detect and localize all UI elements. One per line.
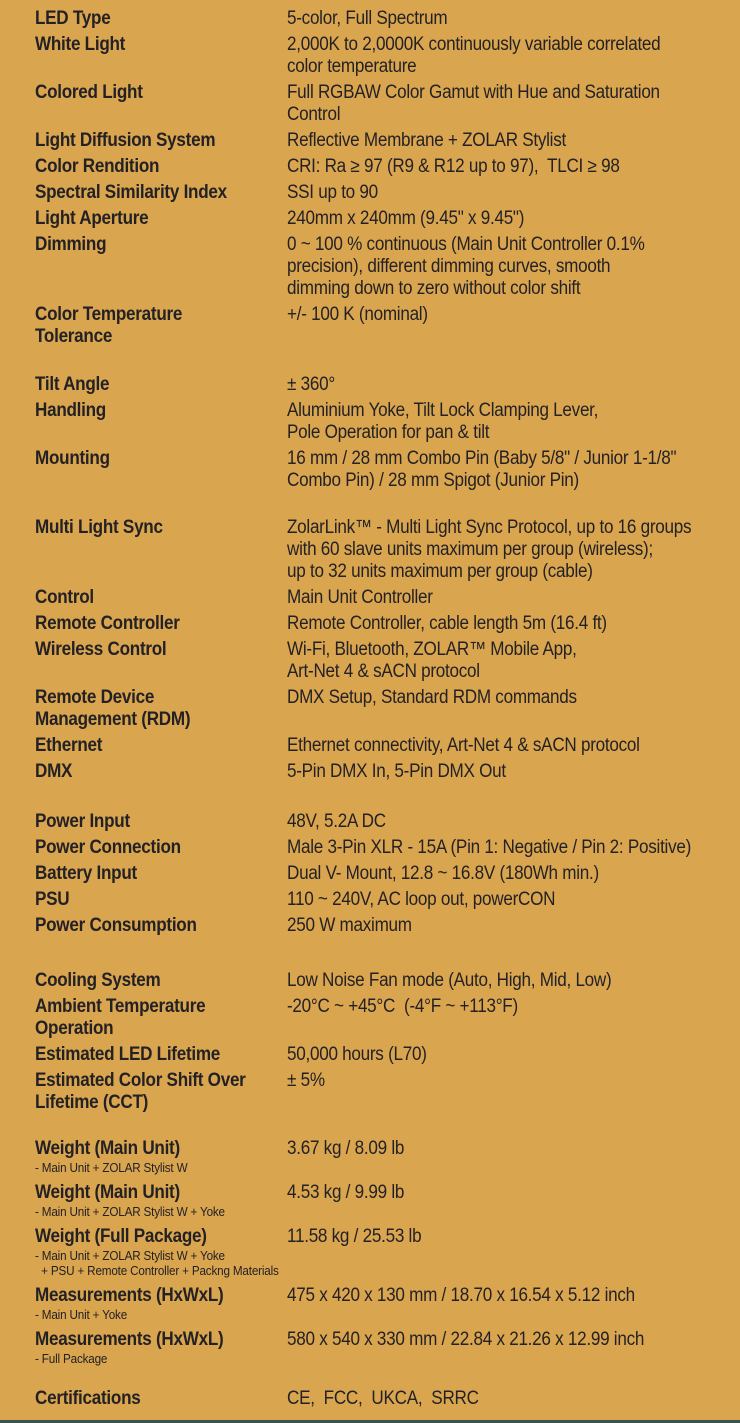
spec-row (35, 1138, 740, 1175)
spec-label-line: Colored Light (35, 82, 143, 103)
spec-label-line: Weight (Main Unit) (35, 1182, 180, 1203)
spec-value-line: Combo Pin) / 28 mm Spigot (Junior Pin) (287, 470, 579, 491)
spec-value-cell (287, 1329, 740, 1351)
spec-value-line: Male 3-Pin XLR - 15A (Pin 1: Negative / Pin 2: Positive) (287, 837, 692, 858)
spec-row (35, 1388, 740, 1410)
spec-label-line: White Light (35, 34, 126, 55)
spec-label-line: DMX (35, 761, 73, 782)
spec-label-line: Power Consumption (35, 915, 197, 936)
spec-group-physical (35, 1138, 740, 1366)
spec-value-cell (287, 889, 740, 911)
spec-row (35, 837, 740, 859)
spec-value-line: Wi-Fi, Bluetooth, ZOLAR™ Mobile App, (287, 639, 577, 660)
spec-label-cell (35, 889, 287, 911)
spec-value-line: CRI: Ra ≥ 97 (R9 & R12 up to 97), TLCI ≥ 98 (287, 156, 620, 177)
spec-label-line: Light Diffusion System (35, 130, 216, 151)
spec-label-cell (35, 82, 287, 104)
spec-label-line: PSU (35, 889, 70, 910)
spec-value-line: 2,000K to 2,0000K continuously variable correlated (287, 34, 661, 55)
spec-row (35, 234, 740, 300)
spec-label-cell (35, 761, 287, 783)
spec-value-line: color temperature (287, 56, 417, 77)
spec-row (35, 639, 740, 683)
spec-value-line: Main Unit Controller (287, 587, 433, 608)
spec-value-cell (287, 587, 740, 609)
spec-label-line: Tolerance (35, 326, 113, 347)
spec-label-cell (35, 1388, 287, 1410)
spec-row (35, 82, 740, 126)
spec-value-cell (287, 613, 740, 635)
spec-value-line: 16 mm / 28 mm Combo Pin (Baby 5/8" / Junior 1-1/8" (287, 448, 677, 469)
spec-row (35, 761, 740, 783)
spec-note-line: - Main Unit + Yoke (35, 1307, 128, 1322)
spec-label-cell (35, 1285, 287, 1322)
spec-value-line: 0 ~ 100 % continuous (Main Unit Controller 0.1% (287, 234, 645, 255)
spec-row (35, 182, 740, 204)
spec-value-cell (287, 639, 740, 683)
spec-value-line: Ethernet connectivity, Art-Net 4 & sACN protocol (287, 735, 640, 756)
spec-group-mechanical (35, 374, 740, 492)
spec-value-cell (287, 1138, 740, 1160)
spec-label-line: Multi Light Sync (35, 517, 163, 538)
spec-label-cell (35, 156, 287, 178)
spec-label-line: Estimated LED Lifetime (35, 1044, 221, 1065)
spec-group-control (35, 517, 740, 783)
spec-row (35, 34, 740, 78)
spec-group-light (35, 8, 740, 348)
spec-label-cell (35, 735, 287, 757)
spec-label-line: Remote Controller (35, 613, 180, 634)
spec-value-cell (287, 915, 740, 937)
spec-value-line: 580 x 540 x 330 mm / 22.84 x 21.26 x 12.99 inch (287, 1329, 645, 1350)
spec-value-cell (287, 182, 740, 204)
spec-value-cell (287, 837, 740, 859)
spec-value-line: ± 360° (287, 374, 335, 395)
spec-value-line: Full RGBAW Color Gamut with Hue and Saturation (287, 82, 660, 103)
spec-label-line: Battery Input (35, 863, 137, 884)
spec-label-line: Measurements (HxWxL) (35, 1285, 224, 1306)
spec-value-line: Remote Controller, cable length 5m (16.4 ft) (287, 613, 607, 634)
spec-group-thermal (35, 970, 740, 1114)
spec-row (35, 130, 740, 152)
spec-label-line: Remote Device (35, 687, 155, 708)
spec-label-cell (35, 1044, 287, 1066)
spec-label-cell (35, 1070, 287, 1114)
spec-value-cell (287, 1226, 740, 1248)
spec-label-line: LED Type (35, 8, 111, 29)
spec-label-line: Tilt Angle (35, 374, 110, 395)
spec-value-cell (287, 1070, 740, 1092)
spec-value-line: +/- 100 K (nominal) (287, 304, 428, 325)
spec-label-cell (35, 970, 287, 992)
spec-label-line: Light Aperture (35, 208, 149, 229)
spec-label-line: Power Input (35, 811, 130, 832)
spec-label-cell (35, 304, 287, 348)
spec-label-line: Control (35, 587, 94, 608)
spec-label-cell (35, 182, 287, 204)
spec-value-cell (287, 687, 740, 709)
spec-label-cell (35, 400, 287, 422)
spec-value-line: 3.67 kg / 8.09 lb (287, 1138, 405, 1159)
spec-row (35, 811, 740, 833)
spec-row (35, 915, 740, 937)
spec-value-line: DMX Setup, Standard RDM commands (287, 687, 577, 708)
spec-value-line: 110 ~ 240V, AC loop out, powerCON (287, 889, 556, 910)
spec-label-cell (35, 811, 287, 833)
spec-value-cell (287, 996, 740, 1018)
spec-value-cell (287, 970, 740, 992)
spec-row (35, 889, 740, 911)
spec-label-cell (35, 448, 287, 470)
spec-label-cell (35, 1138, 287, 1175)
spec-row (35, 8, 740, 30)
spec-value-cell (287, 234, 740, 300)
spec-row (35, 1329, 740, 1366)
spec-label-cell (35, 863, 287, 885)
spec-label-line: Weight (Full Package) (35, 1226, 207, 1247)
spec-value-cell (287, 156, 740, 178)
spec-note-line: + PSU + Remote Controller + Packng Materials (35, 1263, 279, 1278)
spec-label-line: Operation (35, 1018, 114, 1039)
spec-row (35, 400, 740, 444)
spec-label-line: Ambient Temperature (35, 996, 206, 1017)
spec-value-cell (287, 1285, 740, 1307)
spec-value-line: Control (287, 104, 341, 125)
spec-group-power (35, 811, 740, 937)
spec-row (35, 970, 740, 992)
spec-value-cell (287, 811, 740, 833)
spec-value-line: Aluminium Yoke, Tilt Lock Clamping Lever, (287, 400, 599, 421)
spec-label-cell (35, 613, 287, 635)
spec-label-line: Mounting (35, 448, 110, 469)
spec-value-cell (287, 517, 740, 583)
spec-row (35, 1070, 740, 1114)
spec-row (35, 1226, 740, 1278)
spec-label-line: Color Temperature (35, 304, 183, 325)
spec-value-line: Low Noise Fan mode (Auto, High, Mid, Low) (287, 970, 612, 991)
spec-row (35, 304, 740, 348)
spec-label-line: Handling (35, 400, 106, 421)
spec-value-line: Dual V- Mount, 12.8 ~ 16.8V (180Wh min.) (287, 863, 599, 884)
spec-row (35, 448, 740, 492)
spec-value-cell (287, 1044, 740, 1066)
spec-label-cell (35, 587, 287, 609)
spec-value-line: 475 x 420 x 130 mm / 18.70 x 16.54 x 5.12 inch (287, 1285, 635, 1306)
spec-value-line: up to 32 units maximum per group (cable) (287, 561, 593, 582)
spec-row (35, 208, 740, 230)
spec-row (35, 735, 740, 757)
spec-value-cell (287, 761, 740, 783)
spec-value-line: ± 5% (287, 1070, 325, 1091)
spec-label-cell (35, 639, 287, 661)
spec-value-line: 240mm x 240mm (9.45" x 9.45") (287, 208, 525, 229)
spec-row (35, 517, 740, 583)
spec-label-cell (35, 8, 287, 30)
spec-row (35, 613, 740, 635)
spec-value-line: dimming down to zero without color shift (287, 278, 581, 299)
spec-value-line: with 60 slave units maximum per group (wireless); (287, 539, 653, 560)
spec-value-line: 4.53 kg / 9.99 lb (287, 1182, 405, 1203)
spec-label-line: Ethernet (35, 735, 103, 756)
spec-row (35, 1182, 740, 1219)
spec-note-line: - Main Unit + ZOLAR Stylist W + Yoke (35, 1248, 225, 1263)
spec-row (35, 863, 740, 885)
spec-label-cell (35, 234, 287, 256)
spec-label-cell (35, 374, 287, 396)
spec-value-line: 48V, 5.2A DC (287, 811, 386, 832)
spec-value-cell (287, 1182, 740, 1204)
spec-value-cell (287, 735, 740, 757)
spec-value-line: Pole Operation for pan & tilt (287, 422, 490, 443)
spec-label-line: Spectral Similarity Index (35, 182, 227, 203)
spec-label-cell (35, 208, 287, 230)
spec-label-cell (35, 517, 287, 539)
spec-row (35, 687, 740, 731)
spec-group-certifications (35, 1388, 740, 1410)
spec-value-cell (287, 1388, 740, 1410)
spec-label-line: Cooling System (35, 970, 161, 991)
spec-label-cell (35, 1226, 287, 1278)
spec-value-line: 250 W maximum (287, 915, 412, 936)
spec-label-cell (35, 1182, 287, 1219)
spec-note-line: - Full Package (35, 1351, 108, 1366)
spec-label-cell (35, 130, 287, 152)
spec-value-line: Reflective Membrane + ZOLAR Stylist (287, 130, 566, 151)
spec-value-line: ZolarLink™ - Multi Light Sync Protocol, up to 16 groups (287, 517, 692, 538)
spec-value-cell (287, 448, 740, 492)
spec-row (35, 156, 740, 178)
spec-label-cell (35, 996, 287, 1040)
spec-label-cell (35, 837, 287, 859)
spec-value-cell (287, 82, 740, 126)
spec-row (35, 996, 740, 1040)
spec-label-line: Certifications (35, 1388, 141, 1409)
spec-label-cell (35, 1329, 287, 1366)
spec-label-line: Measurements (HxWxL) (35, 1329, 224, 1350)
spec-value-cell (287, 863, 740, 885)
spec-value-line: 5-color, Full Spectrum (287, 8, 448, 29)
spec-label-line: Wireless Control (35, 639, 167, 660)
spec-value-cell (287, 130, 740, 152)
spec-value-cell (287, 8, 740, 30)
spec-label-line: Color Rendition (35, 156, 160, 177)
spec-label-cell (35, 915, 287, 937)
spec-label-line: Power Connection (35, 837, 181, 858)
spec-note-line: - Main Unit + ZOLAR Stylist W + Yoke (35, 1204, 225, 1219)
spec-row (35, 1285, 740, 1322)
spec-value-cell (287, 400, 740, 444)
spec-value-line: Art-Net 4 & sACN protocol (287, 661, 480, 682)
spec-value-cell (287, 304, 740, 326)
spec-value-line: precision), different dimming curves, smooth (287, 256, 611, 277)
spec-value-line: 50,000 hours (L70) (287, 1044, 427, 1065)
spec-label-cell (35, 34, 287, 56)
spec-value-line: -20°C ~ +45°C (-4°F ~ +113°F) (287, 996, 518, 1017)
spec-row (35, 374, 740, 396)
spec-label-line: Dimming (35, 234, 107, 255)
spec-label-line: Estimated Color Shift Over (35, 1070, 246, 1091)
spec-row (35, 587, 740, 609)
spec-label-line: Management (RDM) (35, 709, 191, 730)
spec-value-line: SSI up to 90 (287, 182, 378, 203)
spec-label-line: Lifetime (CCT) (35, 1092, 149, 1113)
spec-value-line: 11.58 kg / 25.53 lb (287, 1226, 422, 1247)
spec-note-line: - Main Unit + ZOLAR Stylist W (35, 1160, 188, 1175)
spec-row (35, 1044, 740, 1066)
spec-value-cell (287, 208, 740, 230)
spec-value-line: CE, FCC, UKCA, SRRC (287, 1388, 479, 1409)
spec-value-cell (287, 374, 740, 396)
spec-value-line: 5-Pin DMX In, 5-Pin DMX Out (287, 761, 506, 782)
spec-value-cell (287, 34, 740, 78)
spec-label-line: Weight (Main Unit) (35, 1138, 180, 1159)
spec-label-cell (35, 687, 287, 731)
